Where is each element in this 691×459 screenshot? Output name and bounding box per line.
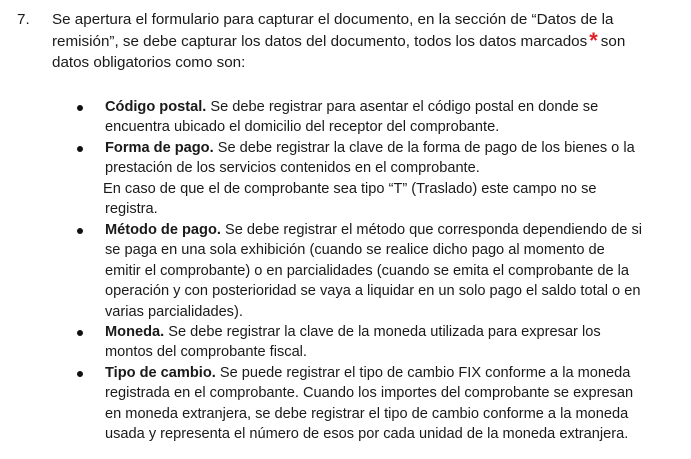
- field-description: Se debe registrar la clave de la forma de pago de los bienes o la: [213, 140, 635, 156]
- field-description: Se debe registrar el método que corresponda dependiendo de si: [220, 222, 643, 238]
- list-item: [70, 220, 680, 322]
- step-number: 7.: [17, 11, 30, 28]
- list-item-line: varias parcialidades).: [105, 303, 243, 320]
- step-line-text: remisión”, se debe capturar los datos del documento, todos los datos marcados: [52, 33, 588, 50]
- bullet-icon: [77, 371, 83, 377]
- step-line: [52, 30, 667, 52]
- bullet-icon: [77, 105, 83, 111]
- bullet-icon: [77, 330, 83, 336]
- list-item-line: montos del comprobante fiscal.: [105, 344, 307, 361]
- list-item-line: encuentra ubicado el domicilio del receptor del comprobante.: [105, 119, 500, 136]
- field-term: Moneda.: [105, 324, 165, 340]
- field-description: Se debe registrar la clave de la moneda utilizada para expresar los: [164, 324, 601, 340]
- list-item-line: en moneda extranjera, se debe registrar el tipo de cambio conforme a la moneda: [105, 405, 629, 422]
- field-description: Se debe registrar para asentar el código postal en donde se: [206, 99, 599, 115]
- list-item-line: prestación de los servicios contenidos en el comprobante.: [105, 160, 480, 177]
- list-item-line: usada y representa el número de esos por cada unidad de la moneda extranjera.: [105, 426, 629, 443]
- field-term: Método de pago.: [105, 222, 221, 238]
- step-line: datos obligatorios como son:: [52, 54, 246, 71]
- required-asterisk-icon: *: [589, 28, 598, 53]
- list-item-line: emitir el comprobante) o en parcialidades (cuando se emita el comprobante de la: [105, 262, 630, 279]
- list-item-line: [105, 322, 680, 342]
- list-item: [70, 322, 680, 363]
- list-item: [70, 363, 680, 445]
- field-term: Forma de pago.: [105, 140, 214, 156]
- list-item-line: operación y con posterioridad se vaya a liquidar en un solo pago el saldo total o en: [105, 283, 641, 300]
- list-item-line: [105, 363, 680, 383]
- field-term: Código postal.: [105, 99, 207, 115]
- list-item-line: [105, 138, 680, 158]
- numbered-step: [17, 9, 677, 73]
- field-note-line: En caso de que el de comprobante sea tipo “T” (Traslado) este campo no se: [103, 180, 597, 197]
- step-line: Se apertura el formulario para capturar el documento, en la sección de “Datos de la: [52, 11, 614, 28]
- field-description: Se puede registrar el tipo de cambio FIX conforme a la moneda: [215, 365, 631, 381]
- list-item: [70, 138, 680, 220]
- bullet-icon: [77, 146, 83, 152]
- list-item-line: [105, 97, 680, 117]
- list-item: [70, 97, 680, 138]
- step-text: [52, 9, 667, 73]
- list-item-line: se paga en una sola exhibición (cuando se realice dicho pago al momento de: [105, 242, 605, 259]
- list-item-line: [105, 220, 680, 240]
- required-fields-list: [70, 97, 680, 445]
- field-note-line: registra.: [105, 201, 158, 218]
- list-item-line: registrada en el comprobante. Cuando los importes del comprobante se expresan: [105, 385, 634, 402]
- bullet-icon: [77, 228, 83, 234]
- field-term: Tipo de cambio.: [105, 365, 216, 381]
- step-line-text: son: [600, 33, 626, 50]
